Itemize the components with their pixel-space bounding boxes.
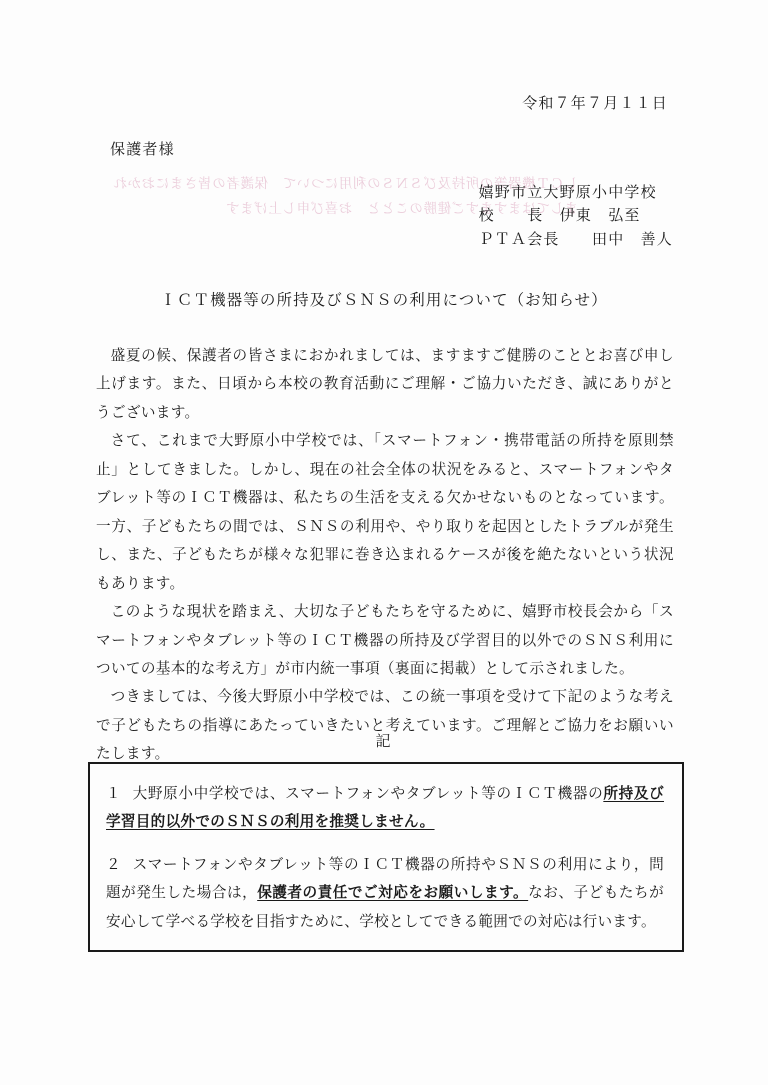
sender-school: 嬉野市立大野原小中学校 — [478, 185, 657, 201]
ki-mark: 記 — [375, 734, 393, 750]
item-text-emphasis: 所持及び学習目的以外でのＳＮＳの利用を推奨しません。 — [106, 786, 664, 831]
addressee: 保護者様 — [110, 142, 175, 158]
notice-box — [88, 762, 684, 952]
paragraph: 盛夏の候、保護者の皆さまにおかれましては、ますますご健勝のこととお喜び申し上げます。また、日頃から本校の教育活動にご理解・ご協力いただき、誠にありがとうございます。 — [96, 348, 674, 421]
paragraph: さて、これまで大野原小中学校では、「スマートフォン・携帯電話の所持を原則禁止」としてきました。しかし、現在の社会全体の状況をみると、スマートフォンやタブレット等のＩＣＴ機器は、私たちの生活を支える欠かせないものとなっています。一方、子どもたちの間では、ＳＮＳの利用や、やり取りを起因としたトラブルが発生し、また、子どもたちが様々な犯罪に巻き込まれるケースが後を絶たないという状況もあります。 — [96, 433, 674, 592]
list-item — [106, 851, 664, 936]
item-text-after: なお、子どもたちが安心して学べる学校を目指すために、学校としてできる範囲での対応は行います。 — [106, 885, 664, 930]
sender-block — [479, 182, 673, 252]
sender-pta: ＰＴＡ会長 田中 善人 — [478, 231, 673, 248]
item-text-emphasis: 保護者の責任でご対応をお願いします。 — [257, 885, 529, 902]
paragraph: このような現状を踏まえ、大切な子どもたちを守るために、嬉野市校長会から「スマートフォンやタブレット等のＩＣＴ機器の所持及び学習目的以外でのＳＮＳ利用についての基本的な考え方」が市内統一事項（裏面に掲載）として示されました。 — [96, 604, 674, 677]
paragraph: つきましては、今後大野原小中学校では、この統一事項を受けて下記のような考えで子どもたちの指導にあたっていきたいと考えています。ご理解とご協力をお願いいたします。 — [96, 689, 674, 763]
item-number: ２ — [106, 856, 121, 873]
page-title: ＩＣＴ機器等の所持及びＳＮＳの利用について（お知らせ） — [160, 292, 608, 309]
bleed-through-text: しＣＴ機器等の所持及びＳＮＳの利用について 保護者の皆さまにおかれましてはますますご健勝のことと お喜び申し上げます — [112, 176, 578, 216]
sender-principal: 校 長 伊東 弘至 — [478, 208, 641, 225]
list-item — [106, 780, 664, 837]
item-number: １ — [106, 786, 121, 802]
item-text-before: スマートフォンやタブレット等のＩＣＴ機器の所持やＳＮＳの利用により，問題が発生した場合は， — [106, 856, 664, 902]
document-date: 令和７年７月１１日 — [522, 96, 668, 112]
item-text-before: 大野原小中学校では、スマートフォンやタブレット等のＩＣＴ機器の — [132, 786, 604, 802]
body-text — [96, 342, 674, 769]
